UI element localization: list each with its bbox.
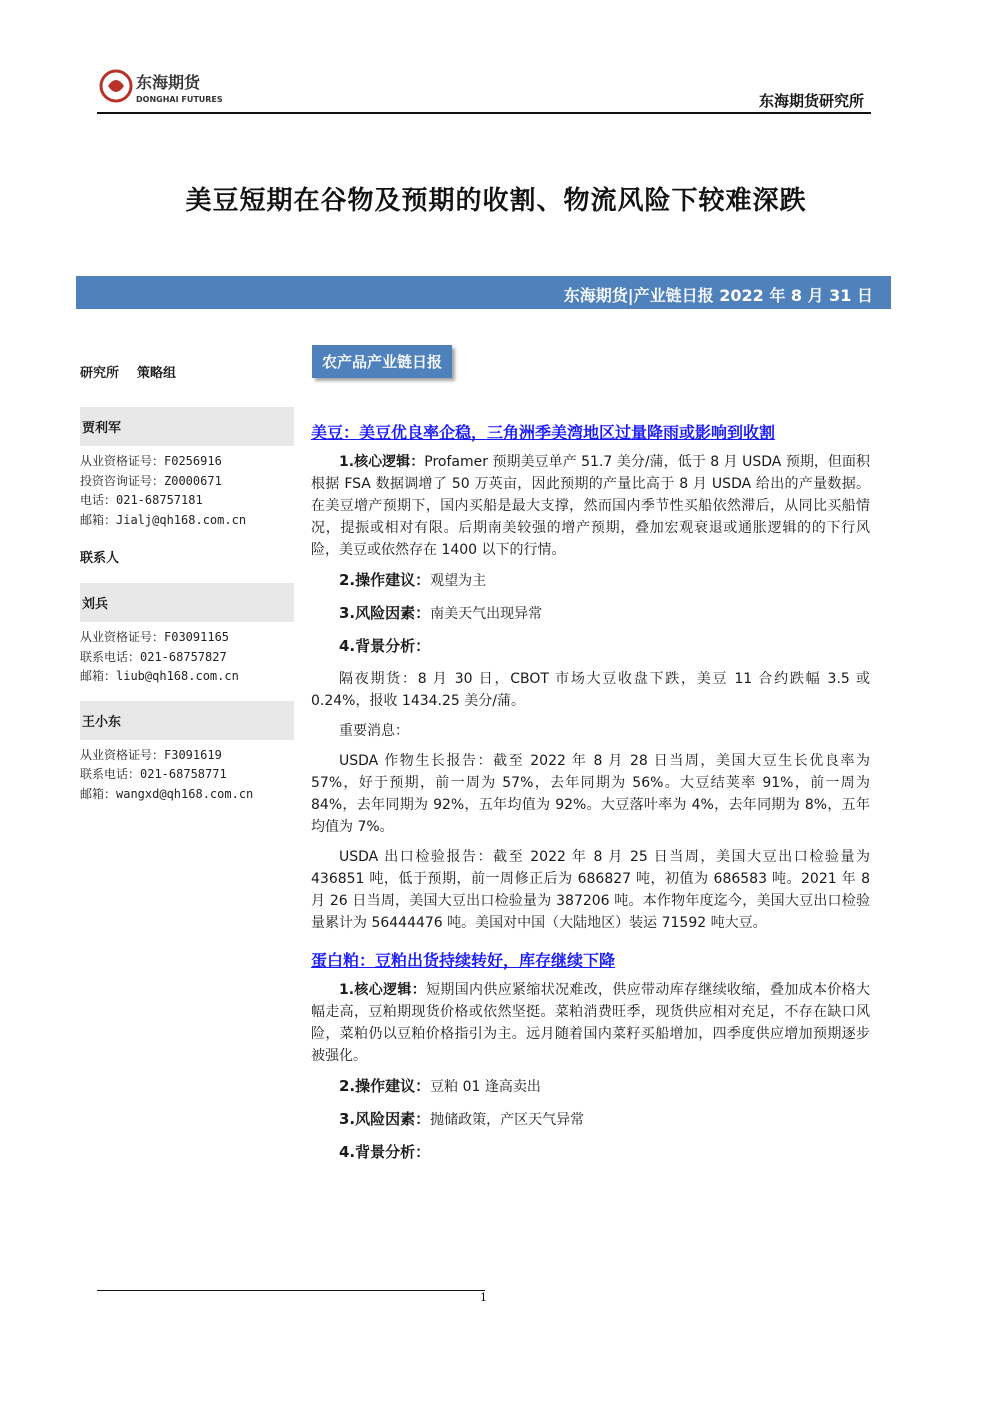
operation-advice bbox=[311, 569, 870, 592]
company-logo bbox=[98, 66, 228, 108]
background-label: 4.背景分析： bbox=[339, 637, 431, 655]
operation-label: 2.操作建议： bbox=[339, 571, 431, 589]
operation-advice bbox=[311, 1075, 870, 1098]
analyst-email: 邮箱：Jialj@qh168.com.cn bbox=[80, 512, 247, 527]
analyst-license: 从业资格证号：F0256916 bbox=[80, 454, 222, 468]
date-banner bbox=[76, 276, 891, 309]
core-logic bbox=[311, 979, 870, 1067]
report-body bbox=[311, 420, 870, 1174]
contact-license: 从业资格证号：F03091165 bbox=[80, 630, 230, 644]
svg-text:东海期货: 东海期货 bbox=[136, 73, 201, 92]
operation-text: 豆粕 01 逢高卖出 bbox=[430, 1079, 541, 1095]
contact-phone: 联系电话：021-68758771 bbox=[80, 767, 227, 781]
core-logic-text: Profamer 预期美豆单产 51.7 美分/蒲，低于 8 月 USDA 预期，但面积根据 FSA 数据调增了 50 万英亩，因此预期的产量比高于 8 月 USDA 给出的产量数据。在美豆增产预期下，国内买船是最大支撑，然而国内季节性买船依然滞后，从同比买船情况，提振或相对有限。后期南美较强的增产预期，叠加宏观衰退或通胀逻辑的的下行风险，美豆或依然存在 1400 以下的行情。 bbox=[311, 454, 870, 558]
group-label: 策略组 bbox=[137, 366, 177, 381]
risk-factors bbox=[311, 1108, 870, 1131]
background-heading bbox=[311, 635, 870, 658]
paragraph-overnight: 隔夜期货：8 月 30 日，CBOT 市场大豆收盘下跌，美豆 11 合约跌幅 3.5 或 0.24%，报收 1434.25 美分/蒲。 bbox=[311, 671, 870, 709]
risk-label: 3.风险因素： bbox=[339, 1110, 431, 1128]
core-logic-label: 1.核心逻辑： bbox=[339, 982, 427, 998]
risk-text: 南美天气出现异常 bbox=[430, 606, 543, 622]
risk-text: 抛储政策，产区天气异常 bbox=[430, 1112, 585, 1128]
paragraph-news-label: 重要消息： bbox=[339, 723, 409, 739]
operation-label: 2.操作建议： bbox=[339, 1077, 431, 1095]
analyst-consult-license: 投资咨询证号：Z0000671 bbox=[80, 473, 222, 488]
core-logic-label: 1.核心逻辑： bbox=[339, 454, 425, 470]
contact-email: 邮箱：wangxd@qh168.com.cn bbox=[80, 786, 254, 801]
svg-text:DONGHAI FUTURES: DONGHAI FUTURES bbox=[136, 95, 223, 104]
page-title: 美豆短期在谷物及预期的收割、物流风险下较难深跌 bbox=[185, 186, 807, 216]
contact-name: 刘兵 bbox=[80, 583, 294, 622]
section-title-soybean[interactable]: 美豆：美豆优良率企稳，三角洲季美湾地区过量降雨或影响到收割 bbox=[311, 423, 776, 442]
operation-text: 观望为主 bbox=[430, 573, 487, 589]
contact-phone: 联系电话：021-68757827 bbox=[80, 649, 227, 664]
analyst-sidebar bbox=[80, 362, 294, 804]
paragraph-export-report: USDA 出口检验报告：截至 2022 年 8 月 25 日当周，美国大豆出口检验量为 436851 吨，低于预期，前一周修正后为 686827 吨，初值为 686583 吨。2021 年 8 月 26 日当周，美国大豆出口检验量为 387206 吨。本作物年度迄今，美国大豆出口检验量累计为 56444476 吨。美国对中国（大陆地区）装运 71592 吨大豆。 bbox=[311, 849, 870, 931]
analyst-phone: 电话：021-68757181 bbox=[80, 493, 203, 507]
analyst-name: 贾利军 bbox=[80, 407, 294, 446]
contact-email: 邮箱：liub@qh168.com.cn bbox=[80, 669, 239, 683]
core-logic bbox=[311, 451, 870, 561]
risk-factors bbox=[311, 602, 870, 625]
contact-license: 从业资格证号：F3091619 bbox=[80, 747, 222, 762]
footer-divider bbox=[97, 1290, 485, 1291]
background-label: 4.背景分析： bbox=[339, 1143, 431, 1161]
section-title-meal[interactable]: 蛋白粕：豆粕出货持续转好，库存继续下降 bbox=[311, 951, 616, 970]
contacts-label: 联系人 bbox=[80, 551, 120, 566]
core-logic-text: 短期国内供应紧缩状况难改，供应带动库存继续收缩，叠加成本价格大幅走高，豆粕期现货价格或依然坚挺。菜粕消费旺季，现货供应相对充足，不存在缺口风险，菜粕仍以豆粕价格指引为主。远月随着国内菜籽买船增加，四季度供应增加预期逐步被强化。 bbox=[311, 982, 871, 1064]
sidebar-department bbox=[80, 362, 294, 381]
risk-label: 3.风险因素： bbox=[339, 604, 431, 622]
header-divider bbox=[97, 112, 871, 114]
institute-name: 东海期货研究所 bbox=[758, 92, 864, 110]
category-tag: 农产品产业链日报 bbox=[312, 345, 452, 378]
dept-label: 研究所 bbox=[80, 366, 120, 381]
background-heading bbox=[311, 1141, 870, 1164]
page-number: 1 bbox=[480, 1291, 487, 1304]
contact-name: 王小东 bbox=[80, 701, 294, 740]
paragraph-crop-report: USDA 作物生长报告：截至 2022 年 8 月 28 日当周，美国大豆生长优良率为 57%，好于预期，前一周为 57%，去年同期为 56%。大豆结荚率 91%，前一周为 84%，去年同期为 92%，五年均值为 92%。大豆落叶率为 4%，去年同期为 8%，五年均值为 7%。 bbox=[311, 753, 870, 835]
date-banner-text: 东海期货|产业链日报 2022 年 8 月 31 日 bbox=[563, 286, 873, 305]
